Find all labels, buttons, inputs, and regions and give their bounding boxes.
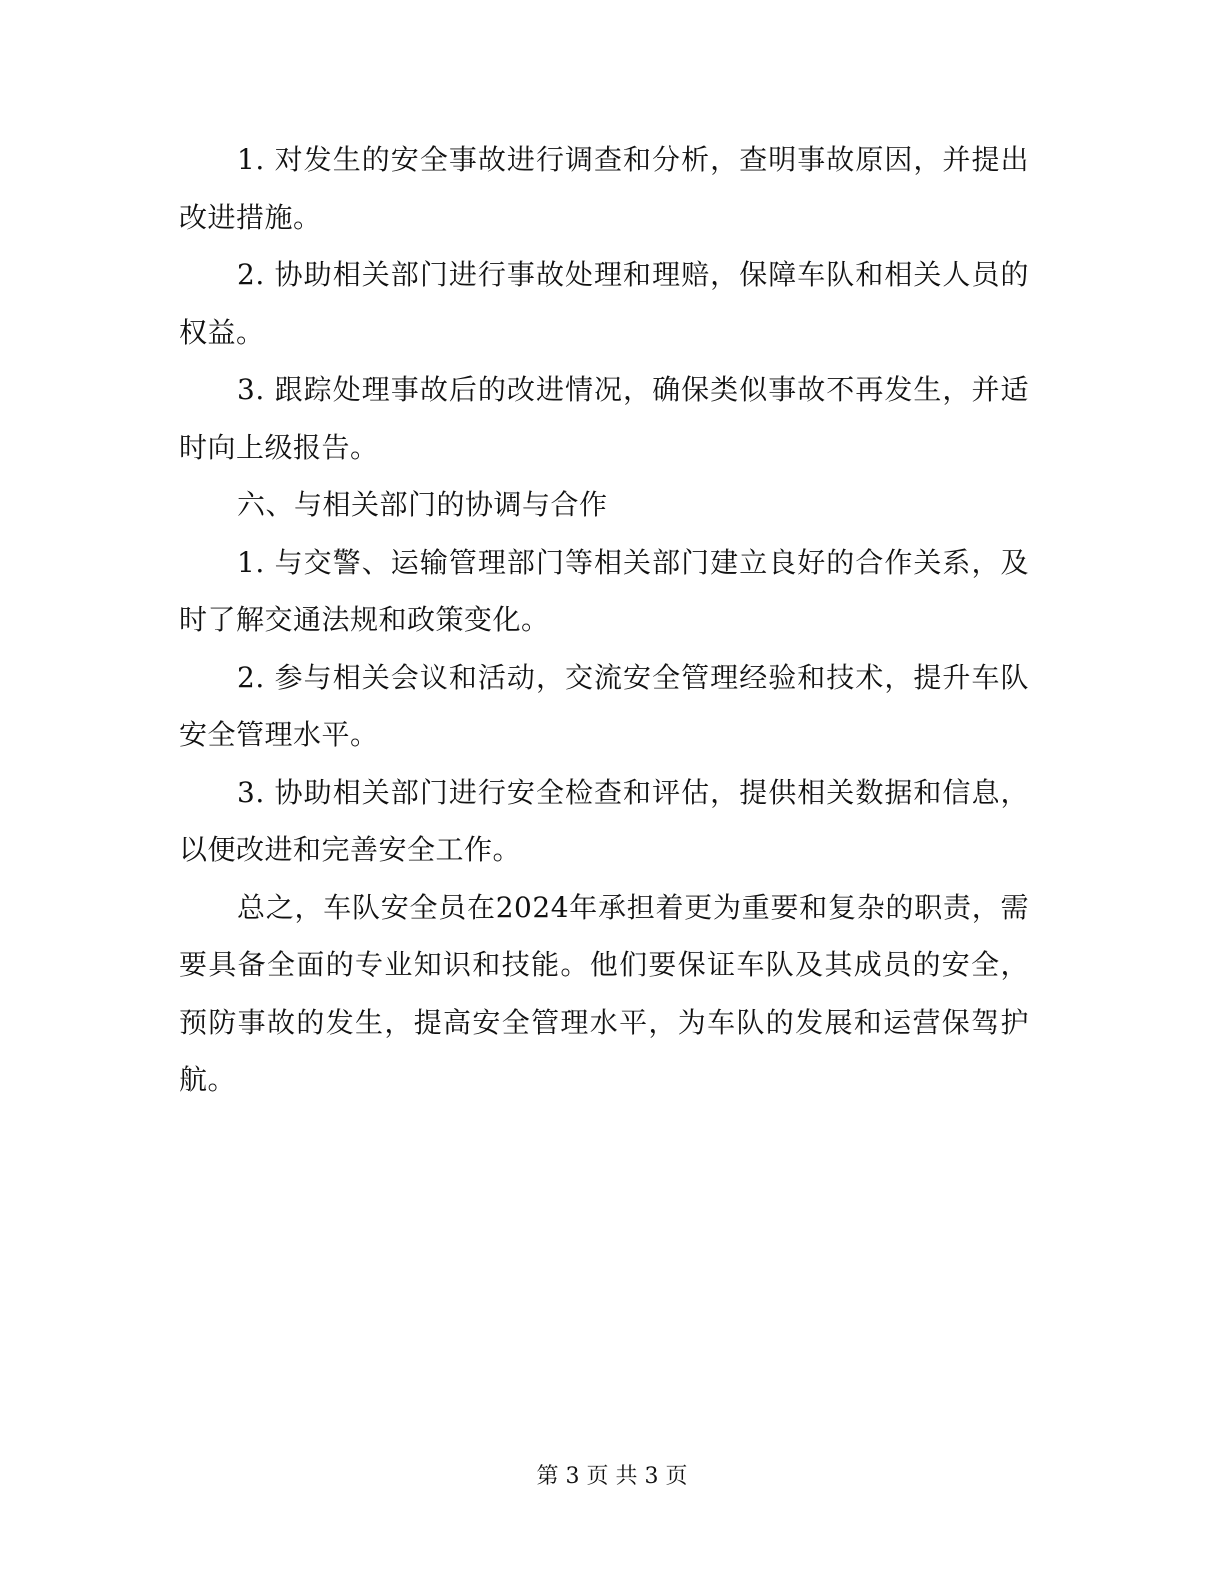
paragraph-coordination-item-3: 3. 协助相关部门进行安全检查和评估，提供相关数据和信息，以便改进和完善安全工作。 [179,775,1029,866]
paragraph-accident-item-2: 2. 协助相关部门进行事故处理和理赔，保障车队和相关人员的权益。 [179,258,1029,349]
section-heading-coordination: 六、与相关部门的协调与合作 [237,488,608,521]
paragraph-conclusion: 总之，车队安全员在2024年承担着更为重要和复杂的职责，需要具备全面的专业知识和技能。他们要保证车队及其成员的安全，预防事故的发生，提高安全管理水平，为车队的发展和运营保驾护航。 [179,890,1029,1096]
page-number-label: 第 3 页 共 3 页 [536,1464,688,1489]
paragraph-accident-item-3: 3. 跟踪处理事故后的改进情况，确保类似事故不再发生，并适时向上级报告。 [179,373,1029,464]
paragraph-coordination-item-1: 1. 与交警、运输管理部门等相关部门建立良好的合作关系，及时了解交通法规和政策变化。 [179,545,1029,636]
page-footer [0,1462,1224,1492]
paragraph-coordination-item-2: 2. 参与相关会议和活动，交流安全管理经验和技术，提升车队安全管理水平。 [179,660,1029,751]
paragraph-accident-item-1: 1. 对发生的安全事故进行调查和分析，查明事故原因，并提出改进措施。 [179,143,1029,234]
document-body [179,131,1029,1109]
